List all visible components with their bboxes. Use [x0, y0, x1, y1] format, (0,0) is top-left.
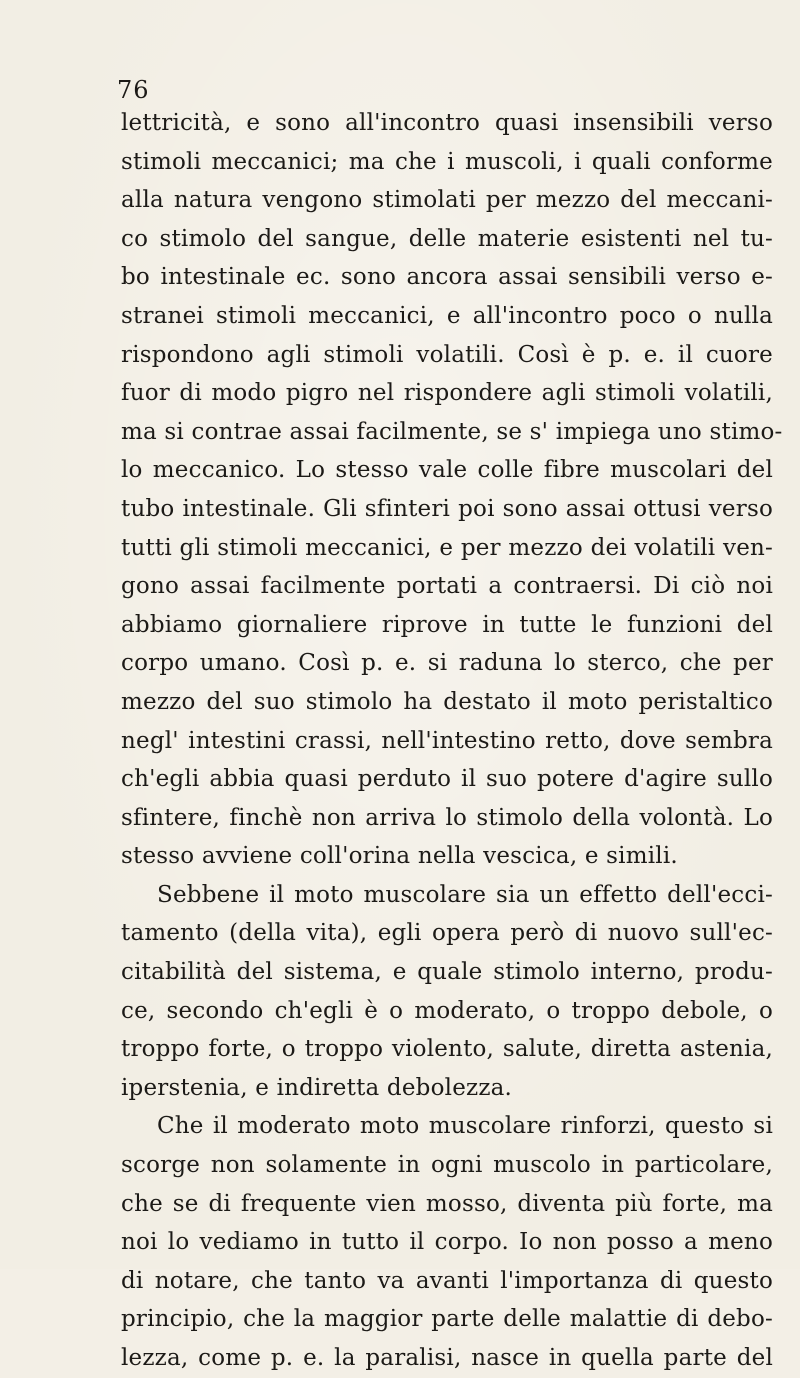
text-line: di notare, che tanto va avanti l'importanza di questo	[121, 1267, 773, 1294]
text-line: negl' intestini crassi, nell'intestino retto, dove sembra	[121, 727, 773, 754]
text-line: tubo intestinale. Gli sfinteri poi sono assai ottusi verso	[121, 495, 773, 522]
text-line: Sebbene il moto muscolare sia un effetto dell'ecci-	[157, 881, 773, 908]
text-line: co stimolo del sangue, delle materie esistenti nel tu-	[121, 225, 773, 252]
text-line: lettricità, e sono all'incontro quasi insensibili verso	[121, 110, 773, 136]
text-line: abbiamo giornaliere riprove in tutte le funzioni del	[121, 611, 773, 638]
text-line: lezza, come p. e. la paralisi, nasce in quella parte del	[121, 1345, 773, 1371]
text-line: fuor di modo pigro nel rispondere agli stimoli volatili,	[121, 380, 773, 407]
text-line: stranei stimoli meccanici, e all'incontro poco o nulla	[121, 302, 773, 329]
text-line: mezzo del suo stimolo ha destato il moto peristaltico	[121, 688, 773, 715]
text-line: corpo umano. Così p. e. si raduna lo sterco, che per	[121, 650, 773, 677]
text-line: ch'egli abbia quasi perduto il suo potere d'agire sullo	[121, 766, 773, 793]
text-line: principio, che la maggior parte delle malattie di debo-	[121, 1306, 773, 1333]
text-line: tutti gli stimoli meccanici, e per mezzo dei volatili ven-	[121, 534, 773, 561]
text-line: bo intestinale ec. sono ancora assai sensibili verso e-	[121, 264, 773, 291]
page-number: 76	[117, 76, 150, 104]
text-line: stesso avviene coll'orina nella vescica, e simili.	[121, 843, 678, 870]
text-line: ce, secondo ch'egli è o moderato, o troppo debole, o	[121, 997, 773, 1024]
text-line: troppo forte, o troppo violento, salute, diretta astenia,	[121, 1036, 773, 1063]
text-line: citabilità del sistema, e quale stimolo interno, produ-	[121, 959, 773, 986]
text-line: stimoli meccanici; ma che i muscoli, i quali conforme	[121, 148, 773, 175]
text-line: sfintere, finchè non arriva lo stimolo della volontà. Lo	[121, 804, 773, 831]
text-line: alla natura vengono stimolati per mezzo del meccani-	[121, 187, 773, 214]
text-line: gono assai facilmente portati a contraersi. Di ciò noi	[121, 573, 773, 600]
text-line: Che il moderato moto muscolare rinforzi, questo si	[157, 1113, 773, 1140]
text-line: rispondono agli stimoli volatili. Così è p. e. il cuore	[121, 341, 773, 368]
text-line: lo meccanico. Lo stesso vale colle fibre muscolari del	[121, 457, 773, 484]
text-line: tamento (della vita), egli opera però di nuovo sull'ec-	[121, 920, 773, 947]
text-line: scorge non solamente in ogni muscolo in particolare,	[121, 1152, 773, 1179]
text-line: che se di frequente vien mosso, diventa più forte, ma	[121, 1190, 773, 1217]
body-text	[121, 104, 783, 1378]
text-line: iperstenia, e indiretta debolezza.	[121, 1074, 513, 1101]
text-line: noi lo vediamo in tutto il corpo. Io non posso a meno	[121, 1229, 773, 1256]
text-line: ma si contrae assai facilmente, se s' impiega uno stimo-	[121, 418, 783, 445]
